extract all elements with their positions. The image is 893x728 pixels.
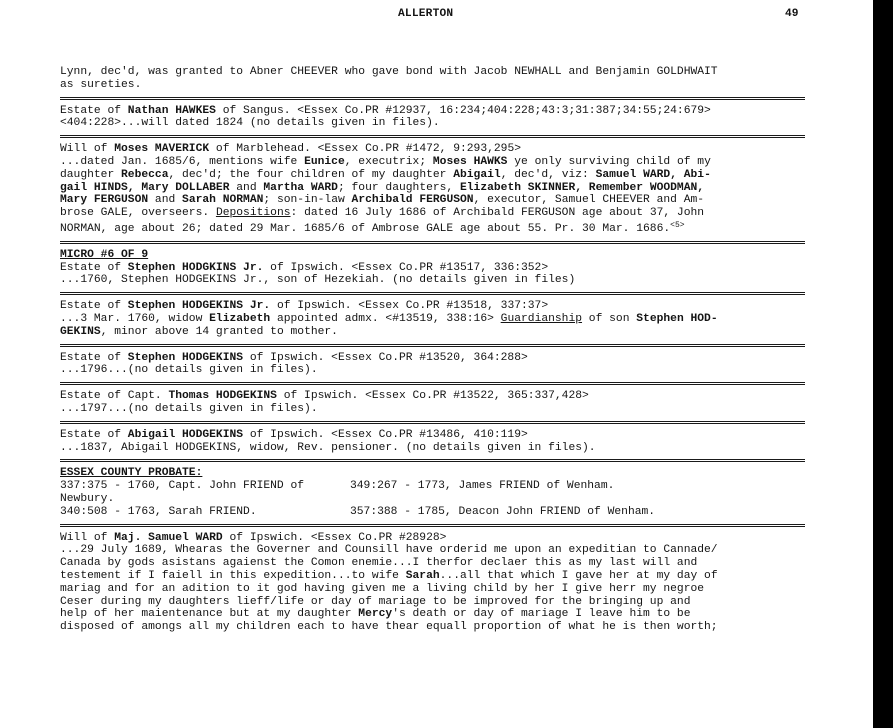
probate-entry: 340:508 - 1763, Sarah FRIEND. xyxy=(60,505,257,518)
text-run: , executrix; xyxy=(344,155,433,168)
text-run: ; four daughters, xyxy=(337,181,460,194)
text-run: brose GALE, overseers. xyxy=(60,207,216,220)
text-run: , minor above 14 granted to mother. xyxy=(100,325,338,338)
person-name: Mercy xyxy=(358,608,393,621)
entry-prefix: Will of xyxy=(60,531,115,544)
person-name: Moses HAWKS xyxy=(432,155,508,168)
entry-citation: of Ipswich. <Essex Co.PR #13518, 337:37> xyxy=(270,300,549,313)
person-name: gail HINDS, Mary DOLLABER xyxy=(60,181,230,194)
guardianship-heading: Guardianship xyxy=(500,312,583,325)
entry-prefix: Will of xyxy=(60,143,115,156)
entry-citation: of Ipswich. <Essex Co.PR #13522, 365:337,428> xyxy=(276,390,589,403)
probate-section-heading: ESSEX COUNTY PROBATE: xyxy=(60,467,203,480)
entry-hodgkins-3 xyxy=(60,352,805,380)
entry-name: Stephen HODGEKINS Jr. xyxy=(127,300,271,313)
text-run: , dec'd; the four children of my daughter xyxy=(168,168,454,181)
double-rule xyxy=(60,382,805,385)
entry-name: Thomas HODGEKINS xyxy=(168,390,277,403)
person-name: Eunice xyxy=(304,155,345,168)
person-name: Rebecca xyxy=(121,168,169,181)
double-rule xyxy=(60,344,805,347)
entry-details: disposed of amongs all my children each to have thear equall proportion of what he is then worth; xyxy=(60,621,718,634)
entry-name: Nathan HAWKES xyxy=(127,104,216,117)
probate-entry: 357:388 - 1785, Deacon John FRIEND of Wenham. xyxy=(350,505,656,518)
text-run: ye only surviving child of my xyxy=(507,155,711,168)
person-name: Samuel WARD, Abi- xyxy=(595,168,711,181)
entry-prefix: Estate of xyxy=(60,261,128,274)
entry-details: ...1760, Stephen HODGEKINS Jr., son of Hezekiah. (no details given in files) xyxy=(60,274,576,287)
running-header-title: ALLERTON xyxy=(398,8,454,20)
probate-row xyxy=(60,480,805,506)
entry-citation: of Ipswich. <Essex Co.PR #13520, 364:288> xyxy=(243,351,528,364)
person-name: Stephen HOD- xyxy=(636,312,718,325)
entry-citation: of Ipswich. <Essex Co.PR #13486, 410:119> xyxy=(243,428,528,441)
entry-citation: of Marblehead. <Essex Co.PR #1472, 9:293,295> xyxy=(209,143,522,156)
double-rule xyxy=(60,97,805,100)
entry-prefix: Estate of xyxy=(60,104,128,117)
page-number: 49 xyxy=(785,8,799,20)
entry-name: Stephen HODGEKINS xyxy=(127,351,244,364)
intro-line-2: as sureties. xyxy=(60,78,142,91)
person-name: Elizabeth xyxy=(209,312,271,325)
text-run: , executor, Samuel CHEEVER and Am- xyxy=(473,194,705,207)
micro-section-heading: MICRO #6 OF 9 xyxy=(60,248,149,261)
double-rule xyxy=(60,241,805,244)
probate-entry: 349:267 - 1773, James FRIEND of Wenham. xyxy=(350,480,615,493)
person-name: Abigail xyxy=(453,168,501,181)
intro-paragraph xyxy=(60,66,805,94)
entry-hodgkins-2 xyxy=(60,300,805,340)
text-run: testement if I faiell in this expedition...to wife xyxy=(60,569,406,582)
entry-citation: of Ipswich. <Essex Co.PR #28928> xyxy=(222,531,447,544)
text-run: ; son-in-law xyxy=(263,194,352,207)
footnote-marker: <5> xyxy=(670,220,685,230)
entry-name: Abigail HODGEKINS xyxy=(127,428,244,441)
double-rule xyxy=(60,292,805,295)
probate-entry: 337:375 - 1760, Capt. John FRIEND of Newbury. xyxy=(60,480,305,505)
entry-hodgkins-4 xyxy=(60,390,805,418)
entry-name: Moses MAVERICK xyxy=(114,143,210,156)
text-run: ...dated Jan. 1685/6, mentions wife xyxy=(60,155,305,168)
scan-edge-border xyxy=(873,0,893,728)
person-name: Martha WARD xyxy=(263,181,338,194)
entry-nathan-hawkes xyxy=(60,105,805,133)
person-name: Mary FERGUSON xyxy=(60,194,149,207)
entry-details: ...1796...(no details given in files). xyxy=(60,364,318,377)
text-run: and xyxy=(148,194,183,207)
text-run: , dec'd, viz: xyxy=(500,168,596,181)
entry-prefix: Estate of xyxy=(60,300,128,313)
entry-samuel-ward xyxy=(60,532,805,636)
entry-prefix: Estate of xyxy=(60,428,128,441)
text-run: ...all that which I gave her at my day of xyxy=(439,569,718,582)
entry-details: Ceser during my daughters lieff/life or day of mariage to be improved for the bringing up and xyxy=(60,595,691,608)
double-rule xyxy=(60,421,805,424)
probate-row xyxy=(60,506,805,519)
text-run: ...3 Mar. 1760, widow xyxy=(60,312,210,325)
double-rule xyxy=(60,135,805,138)
person-name: Sarah NORMAN xyxy=(182,194,264,207)
entry-details: mariag and for an adition to it god having given me a living child by her I give herr my negroe xyxy=(60,582,705,595)
text-run: 's death or day of mariage I leave him to be xyxy=(392,608,691,621)
entry-hodgkins-1 xyxy=(60,262,805,290)
text-run: and xyxy=(229,181,264,194)
entry-details: Canada by gods asistans agaienst the Comon enemie...I therfor declaer this as my last will and xyxy=(60,557,698,570)
text-run: NORMAN, age about 26; dated 29 Mar. 1685/6 of Ambrose GALE age about 55. Pr. 30 Mar. 1686. xyxy=(60,222,671,235)
person-name: Archibald FERGUSON xyxy=(351,194,474,207)
entry-details: <404:228>...will dated 1824 (no details given in files). xyxy=(60,117,440,130)
entry-details: ...1797...(no details given in files). xyxy=(60,402,318,415)
entry-moses-maverick xyxy=(60,143,805,238)
person-name: GEKINS xyxy=(60,325,101,338)
intro-line-1: Lynn, dec'd, was granted to Abner CHEEVER who gave bond with Jacob NEWHALL and Benjamin GOLDHWAIT xyxy=(60,66,718,78)
person-name: Elizabeth SKINNER, Remember WOODMAN, xyxy=(460,181,705,194)
person-name: Sarah xyxy=(405,569,440,582)
entry-prefix: Estate of Capt. xyxy=(60,390,169,403)
text-run: appointed admx. <#13519, 338:16> xyxy=(270,312,501,325)
probate-list xyxy=(60,480,805,520)
entry-citation: of Sangus. <Essex Co.PR #12937, 16:234;404:228;43:3;31:387;34:55;24:679> xyxy=(215,104,711,117)
entry-hodgkins-5 xyxy=(60,429,805,457)
text-run: of son xyxy=(582,312,637,325)
text-run: daughter xyxy=(60,168,122,181)
text-run: help of her maientenance but at my daughter xyxy=(60,608,359,621)
entry-citation: of Ipswich. <Essex Co.PR #13517, 336:352> xyxy=(263,261,549,274)
text-run: : dated 16 July 1686 of Archibald FERGUSON age about 37, John xyxy=(290,207,705,220)
double-rule xyxy=(60,459,805,462)
double-rule xyxy=(60,524,805,527)
page-body xyxy=(60,66,805,636)
entry-name: Stephen HODGKINS Jr. xyxy=(127,261,264,274)
entry-details: ...29 July 1689, Whearas the Governer and Counsill have orderid me upon an expeditian to Cannade/ xyxy=(60,544,718,557)
entry-details: ...1837, Abigail HODGEKINS, widow, Rev. pensioner. (no details given in files). xyxy=(60,441,596,454)
depositions-heading: Depositions xyxy=(215,207,291,220)
entry-name: Maj. Samuel WARD xyxy=(114,531,223,544)
entry-prefix: Estate of xyxy=(60,351,128,364)
